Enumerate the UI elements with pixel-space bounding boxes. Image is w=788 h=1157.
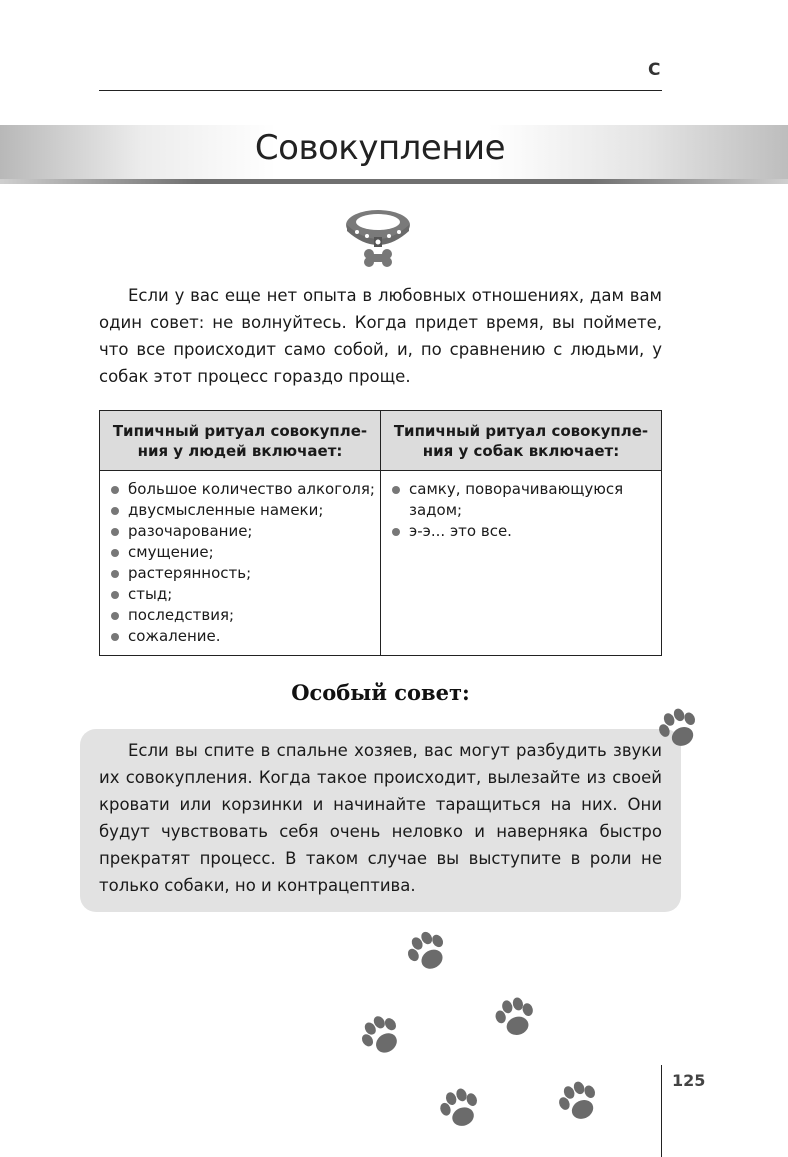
intro-paragraph: Если у вас еще нет опыта в любовных отношениях, дам вам один совет: не волнуйтесь. Когда придет время, вы поймете, что все происходит само собой, и, по сравнению с людьми, у собак этот процесс гораздо проще.	[99, 286, 662, 386]
paw-print-icon	[404, 928, 454, 980]
list-item: разочарование;	[106, 521, 376, 542]
list-item: последствия;	[106, 605, 376, 626]
people-list	[106, 479, 376, 647]
paw-print-icon	[655, 705, 705, 757]
tip-title: Особый совет:	[291, 680, 470, 705]
list-item: смущение;	[106, 542, 376, 563]
paw-print-icon	[358, 1012, 408, 1064]
list-item: самку, поворачивающуюся задом;	[387, 479, 657, 521]
list-item: сожаление.	[106, 626, 376, 647]
dog-collar-icon	[343, 205, 413, 267]
page-number-rule	[661, 1065, 662, 1157]
paw-print-icon	[491, 994, 541, 1046]
table-header-dogs: Типичный ритуал совокупле-ния у собак включает:	[381, 411, 662, 471]
paw-print-icon	[436, 1085, 486, 1137]
chapter-title: Совокупление	[254, 128, 506, 168]
list-item: двусмысленные намеки;	[106, 500, 376, 521]
list-item: э-э... это все.	[387, 521, 657, 542]
people-cell	[100, 471, 381, 656]
dogs-list	[387, 479, 657, 542]
comparison-table	[99, 410, 662, 656]
tip-paragraph: Если вы спите в спальне хозяев, вас могут разбудить звуки их совокупления. Когда такое происходит, вылезайте из своей кровати или корзинки и начинайте таращиться на них. Они будут чувствовать себя очень неловко и наверняка быстро прекратят процесс. В таком случае вы выступите в роли не только собаки, но и контрацептива.	[99, 741, 662, 895]
list-item: стыд;	[106, 584, 376, 605]
table-header-people: Типичный ритуал совокупле-ния у людей включает:	[100, 411, 381, 471]
dogs-cell	[381, 471, 662, 656]
section-letter: С	[648, 60, 661, 80]
header-rule	[99, 90, 662, 91]
list-item: большое количество алкоголя;	[106, 479, 376, 500]
title-underline-bar	[0, 179, 788, 184]
paw-print-icon	[555, 1078, 605, 1130]
list-item: растерянность;	[106, 563, 376, 584]
page-number: 125	[672, 1071, 706, 1090]
